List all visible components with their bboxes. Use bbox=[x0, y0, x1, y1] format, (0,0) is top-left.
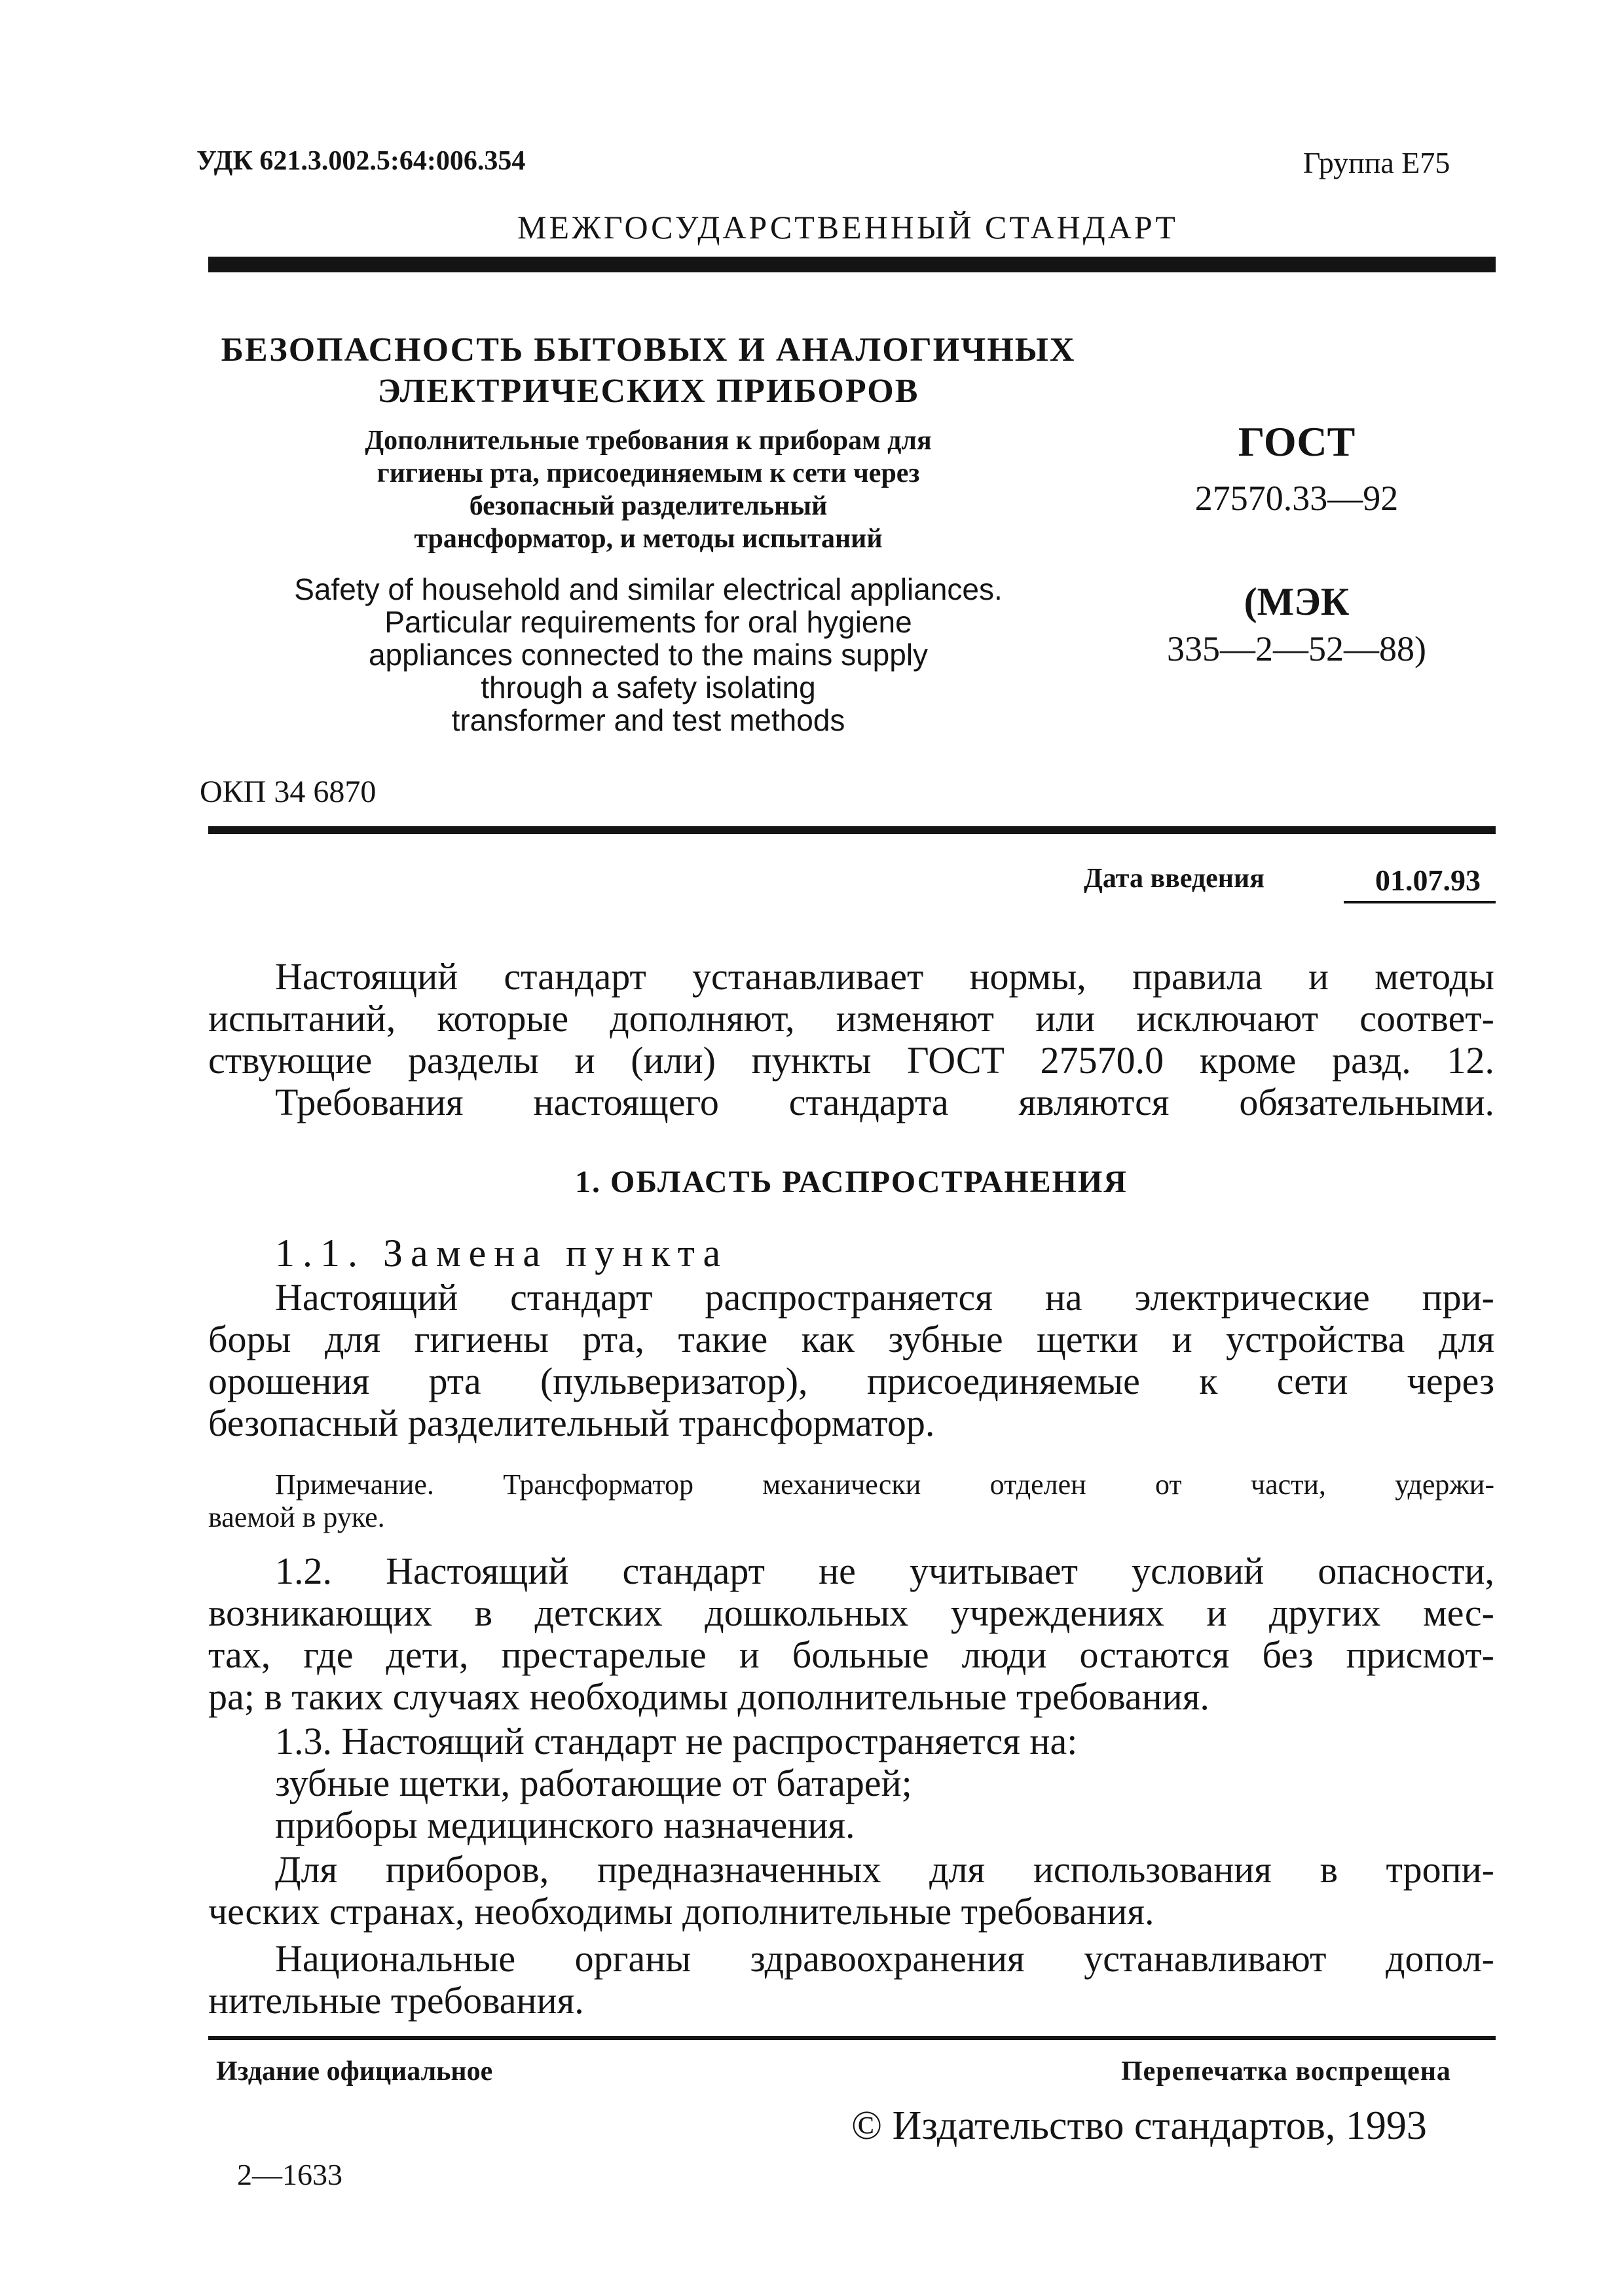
date-value: 01.07.93 bbox=[1375, 864, 1481, 897]
title-ru-line1: БЕЗОПАСНОСТЬ БЫТОВЫХ И АНАЛОГИЧНЫХ bbox=[221, 331, 1076, 369]
section-heading: 1. ОБЛАСТЬ РАСПРОСТРАНЕНИЯ bbox=[575, 1165, 1128, 1199]
note-line-1: Примечание. Трансформатор механически отделен от части, удержи- bbox=[275, 1468, 1494, 1501]
p12-line-3: тах, где дети, престарелые и больные люди остаются без присмот- bbox=[208, 1633, 1494, 1676]
p11-heading: 1.1. Замена пункта bbox=[275, 1231, 729, 1275]
date-label: Дата введения bbox=[1084, 864, 1264, 894]
footer-rule bbox=[208, 2036, 1496, 2040]
intro-line-1: Настоящий стандарт устанавливает нормы, правила и методы bbox=[275, 955, 1494, 998]
p12-line-4: ра; в таких случаях необходимы дополнительные требования. bbox=[208, 1675, 1209, 1718]
p11-line-4: безопасный разделительный трансформатор. bbox=[208, 1402, 935, 1444]
title-en-5: transformer and test methods bbox=[451, 703, 845, 737]
subtitle-ru-2: гигиены рта, присоединяемым к сети через bbox=[377, 458, 920, 488]
standard-type: МЕЖГОСУДАРСТВЕННЫЙ СТАНДАРТ bbox=[517, 209, 1178, 246]
p11-line-1: Настоящий стандарт распространяется на электрические при- bbox=[275, 1276, 1494, 1319]
gost-label: ГОСТ bbox=[1238, 418, 1356, 465]
group-code: Группа Е75 bbox=[1303, 146, 1450, 179]
title-en-2: Particular requirements for oral hygiene bbox=[384, 605, 912, 639]
reprint-prohibited: Перепечатка воспрещена bbox=[1121, 2056, 1451, 2086]
subtitle-ru-3: безопасный разделительный bbox=[469, 491, 828, 521]
p12-line-1: 1.2. Настоящий стандарт не учитывает условий опасности, bbox=[275, 1550, 1494, 1592]
title-ru-line2: ЭЛЕКТРИЧЕСКИХ ПРИБОРОВ bbox=[377, 373, 919, 410]
subtitle-ru-4: трансформатор, и методы испытаний bbox=[414, 524, 883, 554]
intro-line-3: ствующие разделы и (или) пункты ГОСТ 27570.0 кроме разд. 12. bbox=[208, 1039, 1494, 1082]
title-bottom-rule bbox=[208, 826, 1496, 834]
copyright-line: © Издательство стандартов, 1993 bbox=[851, 2104, 1427, 2148]
p12-line-2: возникающих в детских дошкольных учреждениях и других мес- bbox=[208, 1592, 1494, 1634]
iec-line2: 335—2—52—88) bbox=[1167, 629, 1426, 668]
intro-line-2: испытаний, которые дополняют, изменяют или исключают соответ- bbox=[208, 997, 1494, 1040]
tropics-line-2: ческих странах, необходимы дополнительные требования. bbox=[208, 1890, 1154, 1933]
official-edition: Издание официальное bbox=[216, 2056, 493, 2086]
iec-line1: (МЭК bbox=[1244, 580, 1350, 623]
page-code: 2—1633 bbox=[237, 2158, 342, 2191]
p13-item-1: зубные щетки, работающие от батарей; bbox=[275, 1762, 912, 1804]
p13-line: 1.3. Настоящий стандарт не распространяется на: bbox=[275, 1720, 1078, 1762]
intro-line-4: Требования настоящего стандарта являются обязательными. bbox=[275, 1081, 1494, 1123]
p13-item-2: приборы медицинского назначения. bbox=[275, 1804, 855, 1846]
gost-number: 27570.33—92 bbox=[1194, 479, 1399, 518]
subtitle-ru-1: Дополнительные требования к приборам для bbox=[365, 426, 932, 456]
title-en-4: through a safety isolating bbox=[481, 670, 816, 704]
title-en-1: Safety of household and similar electrical appliances. bbox=[294, 572, 1003, 606]
okp-code: ОКП 34 6870 bbox=[200, 774, 377, 809]
title-en-3: appliances connected to the mains supply bbox=[368, 638, 929, 672]
tropics-line-1: Для приборов, предназначенных для использования в тропи- bbox=[275, 1848, 1494, 1891]
national-line-1: Национальные органы здравоохранения устанавливают допол- bbox=[275, 1937, 1494, 1980]
note-line-2: ваемой в руке. bbox=[208, 1501, 385, 1533]
date-underline bbox=[1344, 901, 1496, 903]
p11-line-2: боры для гигиены рта, такие как зубные щетки и устройства для bbox=[208, 1318, 1494, 1360]
p11-line-3: орошения рта (пульверизатор), присоединяемые к сети через bbox=[208, 1360, 1494, 1402]
header-thick-rule bbox=[208, 257, 1496, 272]
national-line-2: нительные требования. bbox=[208, 1979, 584, 2022]
udk-code: УДК 621.3.002.5:64:006.354 bbox=[196, 146, 526, 176]
